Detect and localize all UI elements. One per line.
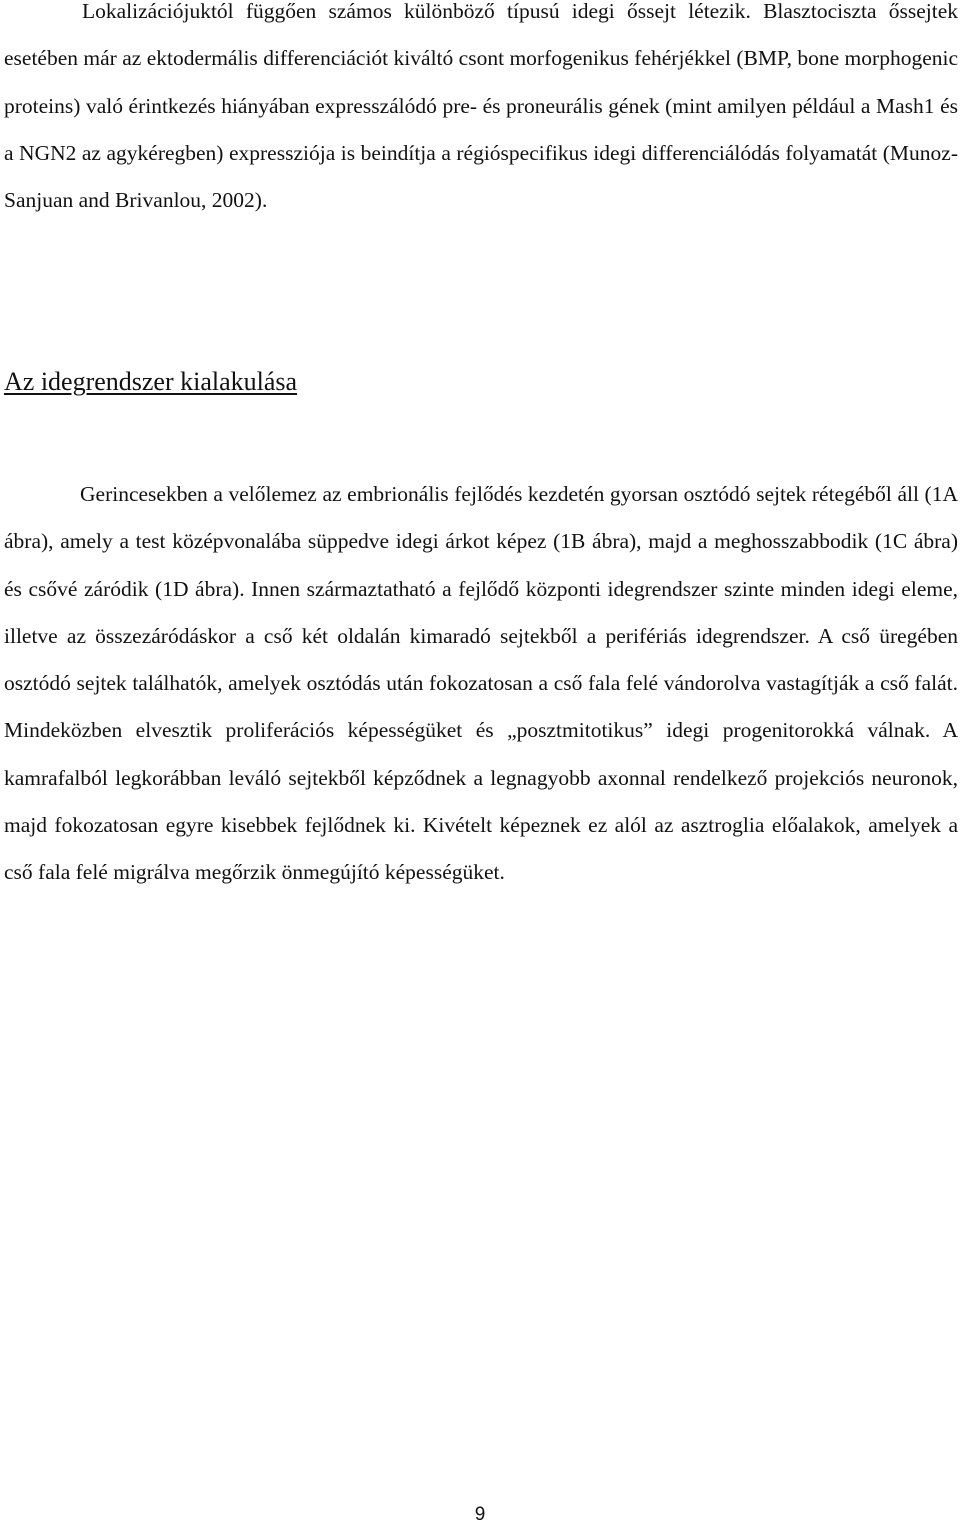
intro-paragraph: Lokalizációjuktól függően számos különböző típusú idegi őssejt létezik. Blasztociszta őssejtek esetében már az ektodermális differenciációt kiváltó csont morfogenikus fehérjékkel (BMP, bone morphogenic proteins) való érintkezés hiányában expresszálódó pre- és proneurális gének (mint amilyen például a Mash1 és a NGN2 az agykéregben) expressziója is beindítja a régióspecifikus idegi differenciálódás folyamatát (Munoz-Sanjuan and Brivanlou, 2002). [4,0,958,213]
body-paragraph: Gerincesekben a velőlemez az embrionális fejlődés kezdetén gyorsan osztódó sejtek rétegéből áll (1A ábra), amely a test középvonalába süppedve idegi árkot képez (1B ábra), majd a meghosszabbodik (1C ábra) és csővé záródik (1D ábra). Innen származtatható a fejlődő központi idegrendszer szinte minden idegi eleme, illetve az összezáródáskor a cső két oldalán kimaradó sejtekből a perifériás idegrendszer. A cső üregében osztódó sejtek találhatók, amelyek osztódás után fokozatosan a cső fala felé vándorolva vastagítják a cső falát. Mindeközben elvesztik proliferációs képességüket és „posztmitotikus” idegi progenitorokká válnak. A kamrafalból legkorábban leváló sejtekből képződnek a legnagyobb axonnal rendelkező projekciós neuronok, majd fokozatosan egyre kisebbek fejlődnek ki. Kivételt képeznek ez alól az asztroglia előalakok, amelyek a cső fala felé migrálva megőrzik önmegújító képességüket. [4,482,958,885]
section-heading: Az idegrendszer kialakulása [4,367,298,396]
page-number: 9 [474,1504,486,1525]
